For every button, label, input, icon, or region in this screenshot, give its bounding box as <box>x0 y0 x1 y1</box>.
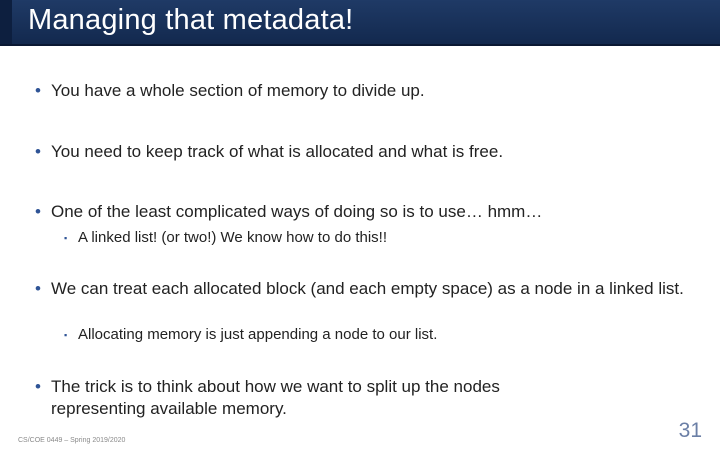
bullet-text: You need to keep track of what is allocated and what is free. <box>51 142 504 161</box>
bullet-item <box>35 376 595 420</box>
slide-number: 31 <box>678 419 702 442</box>
sub-bullet-item <box>64 325 684 345</box>
bullet-item <box>35 80 685 102</box>
bullet-text: One of the least complicated ways of doing so is to use… hmm… <box>51 202 543 221</box>
bullet-item <box>35 278 685 300</box>
sub-bullet-marker: ▪ <box>64 330 68 340</box>
bullet-marker: • <box>35 81 41 100</box>
bullet-marker: • <box>35 279 41 298</box>
sub-bullet-item <box>64 228 684 248</box>
bullet-marker: • <box>35 377 41 396</box>
bullet-item <box>35 141 685 163</box>
sub-bullet-marker: ▪ <box>64 233 68 243</box>
slide-title: Managing that metadata! <box>28 4 354 36</box>
bullet-text: The trick is to think about how we want to split up the nodes representing available memory. <box>51 377 500 418</box>
bullet-item <box>35 201 685 223</box>
sub-bullet-text: A linked list! (or two!) We know how to do this!! <box>78 229 388 246</box>
bullet-text: You have a whole section of memory to divide up. <box>51 81 425 100</box>
sub-bullet-text: Allocating memory is just appending a node to our list. <box>78 326 438 343</box>
bullet-marker: • <box>35 202 41 221</box>
bullet-text: We can treat each allocated block (and each empty space) as a node in a linked list. <box>51 279 684 298</box>
course-footer: CS/COE 0449 – Spring 2019/2020 <box>18 437 126 444</box>
bullet-marker: • <box>35 142 41 161</box>
